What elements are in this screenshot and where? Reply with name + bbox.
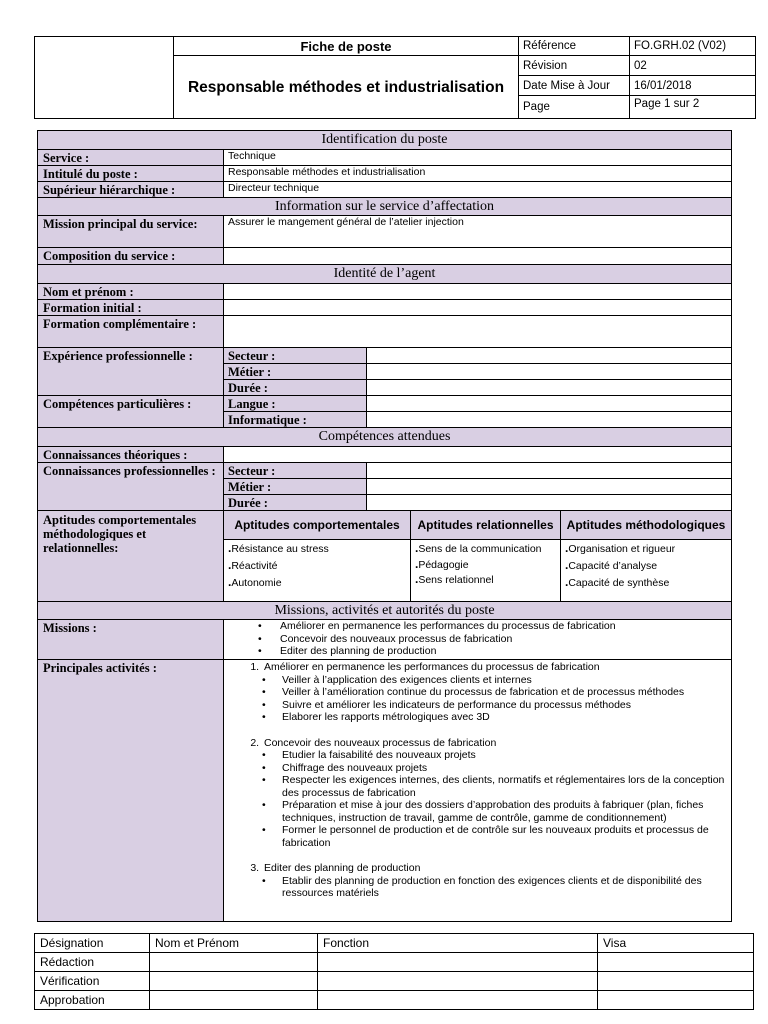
activity-item: • Elaborer les rapports métrologiques avec 3D <box>282 711 727 724</box>
value-comp-secteur <box>367 463 732 479</box>
meta-label-revision: Révision <box>519 56 630 76</box>
header-aptitudes-relationnelles: Aptitudes relationnelles <box>411 511 561 540</box>
value-exp-secteur <box>367 348 732 364</box>
meta-label-reference: Référence <box>519 37 630 56</box>
approval-cell <box>598 953 754 972</box>
label-exp-duree: Durée : <box>224 380 367 396</box>
activity-item: • Chiffrage des nouveaux projets <box>282 762 727 775</box>
logo-cell <box>35 37 174 119</box>
activity-title: Améliorer en permanence les performances du processus de fabrication <box>264 661 600 673</box>
activity-title: Concevoir des nouveaux processus de fabrication <box>264 736 497 749</box>
list-aptitudes-comportementales <box>224 540 411 602</box>
mission-item: • Editer des planning de production <box>280 645 727 658</box>
doc-type: Fiche de poste <box>174 37 519 56</box>
approval-cell <box>318 953 598 972</box>
value-exp-duree <box>367 380 732 396</box>
section-missions: Missions, activités et autorités du poste <box>38 602 732 620</box>
label-exp-metier: Métier : <box>224 364 367 380</box>
value-mission-service: Assurer le mangement général de l’atelier injection <box>224 216 732 248</box>
aptitude-item: . Résistance au stress <box>228 542 406 559</box>
value-nom-prenom <box>224 284 732 300</box>
label-experience: Expérience professionnelle : <box>38 348 224 396</box>
meta-value-revision: 02 <box>630 56 756 76</box>
label-service: Service : <box>38 150 224 166</box>
activity-group <box>262 661 727 724</box>
approval-cell <box>318 972 598 991</box>
label-comp-metier: Métier : <box>224 479 367 495</box>
header-aptitudes-methodologiques: Aptitudes méthodologiques <box>561 511 732 540</box>
label-missions: Missions : <box>38 620 224 660</box>
activity-item: • Etablir des planning de production en fonction des exigences clients et de disponibilité des ressources matériels <box>282 875 727 900</box>
value-formation-initial <box>224 300 732 316</box>
meta-label-page: Page <box>519 96 630 119</box>
aptitude-item: . Sens relationnel <box>415 573 556 590</box>
value-superieur: Directeur technique <box>224 182 732 198</box>
value-comp-metier <box>367 479 732 495</box>
approval-row-redaction: Rédaction <box>35 953 150 972</box>
label-competences-particulieres: Compétences particulières : <box>38 396 224 428</box>
value-formation-complementaire <box>224 316 732 348</box>
mission-item: • Concevoir des nouveaux processus de fabrication <box>280 633 727 646</box>
approval-header-visa: Visa <box>598 934 754 953</box>
label-comp-duree: Durée : <box>224 495 367 511</box>
label-connaissances-professionnelles: Connaissances professionnelles : <box>38 463 224 511</box>
activity-item: • Veiller à l’application des exigences clients et internes <box>282 674 727 687</box>
aptitude-item: . Réactivité <box>228 559 406 576</box>
mission-item: • Améliorer en permanence les performances du processus de fabrication <box>280 620 727 633</box>
value-exp-metier <box>367 364 732 380</box>
section-agent: Identité de l’agent <box>38 265 732 284</box>
meta-value-reference: FO.GRH.02 (V02) <box>630 37 756 56</box>
activities-list-cell <box>224 660 732 922</box>
aptitude-item: . Capacité de synthèse <box>565 576 727 593</box>
label-nom-prenom: Nom et prénom : <box>38 284 224 300</box>
value-comp-duree <box>367 495 732 511</box>
approval-cell <box>150 953 318 972</box>
aptitude-item: . Sens de la communication <box>415 542 556 558</box>
list-aptitudes-relationnelles <box>411 540 561 602</box>
value-composition <box>224 248 732 265</box>
label-exp-secteur: Secteur : <box>224 348 367 364</box>
document-header <box>34 36 756 119</box>
label-langue: Langue : <box>224 396 367 412</box>
approval-row-approbation: Approbation <box>35 991 150 1010</box>
aptitude-item: . Autonomie <box>228 576 406 593</box>
activity-item: • Etudier la faisabilité des nouveaux projets <box>282 749 727 762</box>
meta-value-date: 16/01/2018 <box>630 76 756 96</box>
approval-cell <box>318 991 598 1010</box>
aptitude-item: . Pédagogie <box>415 558 556 574</box>
label-formation-complementaire: Formation complémentaire : <box>38 316 224 348</box>
label-principales-activites: Principales activités : <box>38 660 224 922</box>
approval-cell <box>150 972 318 991</box>
label-formation-initial: Formation initial : <box>38 300 224 316</box>
activity-item: • Former le personnel de production et de contrôle sur les nouveaux produits et processus de fabrication <box>282 824 727 849</box>
value-connaissances-theoriques <box>224 447 732 463</box>
label-superieur: Supérieur hiérarchique : <box>38 182 224 198</box>
list-aptitudes-methodologiques <box>561 540 732 602</box>
meta-label-date: Date Mise à Jour <box>519 76 630 96</box>
section-affectation: Information sur le service d’affectation <box>38 198 732 216</box>
activity-item: • Veiller à l’amélioration continue du processus de fabrication et de processus méthodes <box>282 686 727 699</box>
activity-group <box>262 737 727 850</box>
approval-cell <box>150 991 318 1010</box>
label-aptitudes: Aptitudes comportementales méthodologiques et relationnelles: <box>38 511 224 602</box>
approval-header-fonction: Fonction <box>318 934 598 953</box>
meta-value-page: Page 1 sur 2 <box>630 96 756 119</box>
approval-cell <box>598 991 754 1010</box>
header-aptitudes-comportementales: Aptitudes comportementales <box>224 511 411 540</box>
approval-table <box>34 933 754 1010</box>
value-informatique <box>367 412 732 428</box>
activity-item: • Suivre et améliorer les indicateurs de performance du processus méthodes <box>282 699 727 712</box>
job-title: Responsable méthodes et industrialisation <box>174 56 519 119</box>
approval-row-verification: Vérification <box>35 972 150 991</box>
label-intitule: Intitulé du poste : <box>38 166 224 182</box>
approval-header-nom: Nom et Prénom <box>150 934 318 953</box>
missions-list-cell <box>224 620 732 660</box>
label-informatique: Informatique : <box>224 412 367 428</box>
approval-header-designation: Désignation <box>35 934 150 953</box>
job-description-form <box>37 130 732 922</box>
aptitude-item: . Capacité d’analyse <box>565 559 727 576</box>
section-competences: Compétences attendues <box>38 428 732 447</box>
activity-item: • Respecter les exigences internes, des clients, normatifs et réglementaires lors de la conception des processus de fabrication <box>282 774 727 799</box>
approval-cell <box>598 972 754 991</box>
label-connaissances-theoriques: Connaissances théoriques : <box>38 447 224 463</box>
value-service: Technique <box>224 150 732 166</box>
label-comp-secteur: Secteur : <box>224 463 367 479</box>
activity-group <box>262 862 727 900</box>
activity-title: Editer des planning de production <box>264 862 421 874</box>
value-intitule: Responsable méthodes et industrialisation <box>224 166 732 182</box>
value-langue <box>367 396 732 412</box>
section-identification: Identification du poste <box>38 131 732 150</box>
activity-item: • Préparation et mise à jour des dossiers d’approbation des produits à fabriquer (plan, fiches techniques, instruction de travail, gamme de contrôle, gamme de conditionnement) <box>282 799 727 824</box>
label-mission-service: Mission principal du service: <box>38 216 224 248</box>
label-composition: Composition du service : <box>38 248 224 265</box>
aptitude-item: . Organisation et rigueur <box>565 542 727 559</box>
